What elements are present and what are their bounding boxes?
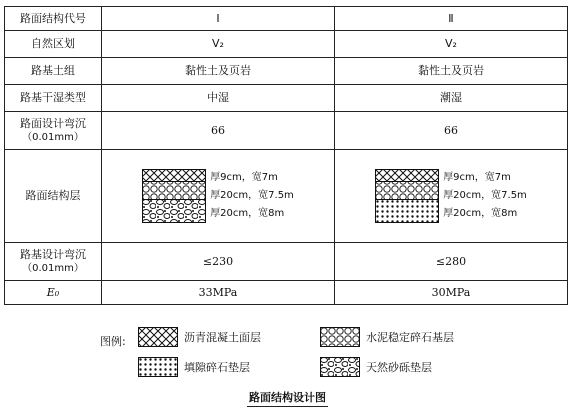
zone-label: 自然区划	[5, 31, 102, 58]
layer-1-desc: 厚9cm，宽7m	[443, 172, 511, 183]
legend-label-sand-gravel: 天然砂砾垫层	[366, 361, 432, 374]
e0-label: E₀	[5, 281, 102, 305]
stones-swatch-icon	[320, 357, 360, 377]
design-deflection-label	[5, 112, 102, 150]
structure-diagram-2	[335, 150, 568, 243]
layer-2-desc: 厚20cm，宽7.5m	[210, 190, 294, 201]
circles-swatch-icon	[320, 327, 360, 347]
zone-value-2: Ⅴ₂	[335, 31, 568, 58]
legend-label-asphalt: 沥青混凝土面层	[184, 331, 261, 344]
structure-diagram-1	[102, 150, 335, 243]
layer-1-desc: 厚9cm，宽7m	[210, 172, 278, 183]
figure-caption	[0, 389, 575, 407]
layer-2-desc: 厚20cm，宽7.5m	[443, 190, 527, 201]
table-row	[5, 150, 568, 243]
table-row	[5, 7, 568, 31]
table-row	[5, 58, 568, 85]
legend-item-filled-gravel	[138, 357, 250, 377]
legend-label-cement-base: 水泥稳定碎石基层	[366, 331, 454, 344]
legend-item-cement-base	[320, 327, 454, 347]
caption-text: 路面结构设计图	[247, 389, 328, 407]
e0-value-2: 30MPa	[335, 281, 568, 305]
legend-label-filled-gravel: 填隙碎石垫层	[184, 361, 250, 374]
soil-value-1: 黏性土及页岩	[102, 58, 335, 85]
moisture-value-2: 潮湿	[335, 85, 568, 112]
header-type-2: Ⅱ	[335, 7, 568, 31]
table-row	[5, 281, 568, 305]
subgrade-deflection-label	[5, 243, 102, 281]
crosshatch-swatch-icon	[138, 327, 178, 347]
structure-label: 路面结构层	[5, 150, 102, 243]
design-deflection-label-line2: （0.01mm）	[22, 131, 84, 143]
design-deflection-label-line1: 路面设计弯沉	[20, 116, 86, 130]
moisture-value-1: 中湿	[102, 85, 335, 112]
moisture-label: 路基干湿类型	[5, 85, 102, 112]
zone-value-1: Ⅴ₂	[102, 31, 335, 58]
subgrade-deflection-value-2: ≤280	[335, 243, 568, 281]
design-deflection-value-1: 66	[102, 112, 335, 150]
table-row	[5, 85, 568, 112]
legend-item-sand-gravel	[320, 357, 432, 377]
design-deflection-value-2: 66	[335, 112, 568, 150]
subgrade-deflection-label-line1: 路基设计弯沉	[20, 247, 86, 261]
table-row	[5, 243, 568, 281]
e0-value-1: 33MPa	[102, 281, 335, 305]
soil-value-2: 黏性土及页岩	[335, 58, 568, 85]
subgrade-deflection-value-1: ≤230	[102, 243, 335, 281]
header-type-1: Ⅰ	[102, 7, 335, 31]
dots-swatch-icon	[138, 357, 178, 377]
legend	[100, 327, 520, 385]
legend-item-asphalt	[138, 327, 261, 347]
legend-title: 图例:	[100, 335, 126, 348]
subgrade-deflection-label-line2: （0.01mm）	[22, 262, 84, 274]
header-structure-code: 路面结构代号	[5, 7, 102, 31]
table-row	[5, 31, 568, 58]
layer-3-desc: 厚20cm，宽8m	[210, 208, 285, 219]
soil-label: 路基土组	[5, 58, 102, 85]
pavement-spec-table	[4, 6, 568, 305]
layer-3-desc: 厚20cm，宽8m	[443, 208, 518, 219]
pavement-section-diagram	[142, 169, 206, 223]
pavement-section-diagram	[375, 169, 439, 223]
table-row	[5, 112, 568, 150]
